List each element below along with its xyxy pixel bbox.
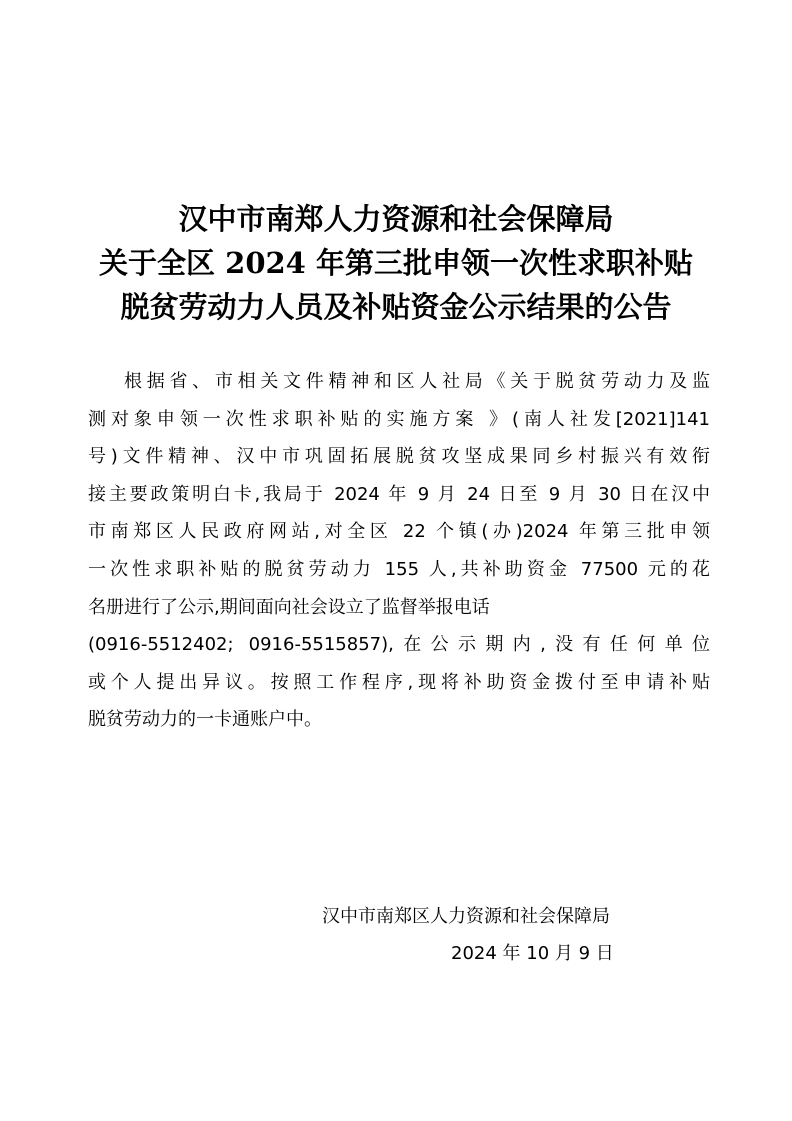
body-line: 一次性求职补贴的脱贫劳动力 155 人,共补助资金 77500 元的花 xyxy=(88,558,710,580)
body-line: 市南郑区人民政府网站,对全区 22 个镇(办)2024 年第三批申领 xyxy=(88,521,710,543)
body-line: 测对象申领一次性求职补贴的实施方案 》(南人社发[2021]141 xyxy=(88,408,710,430)
signature-date: 2024 年 10 月 9 日 xyxy=(451,943,614,964)
announcement-body xyxy=(88,363,710,739)
announcement-title xyxy=(60,197,732,329)
body-line: 接主要政策明白卡,我局于 2024 年 9 月 24 日至 9 月 30 日在汉中 xyxy=(88,483,710,505)
body-line: 根据省、市相关文件精神和区人社局《关于脱贫劳动力及监 xyxy=(124,371,710,392)
body-line: 或个人提出异议。按照工作程序,现将补助资金拨付至申请补贴 xyxy=(88,671,710,693)
title-line: 关于全区 2024 年第三批申领一次性求职补贴 xyxy=(99,246,693,280)
body-line: 名册进行了公示,期间面向社会设立了监督举报电话 xyxy=(88,596,490,618)
body-line: (0916-5512402; 0916-5515857),在公示期内,没有任何单位 xyxy=(88,634,710,656)
title-line: 汉中市南郑人力资源和社会保障局 xyxy=(178,202,614,236)
body-line: 号)文件精神、汉中市巩固拓展脱贫攻坚成果同乡村振兴有效衔 xyxy=(88,446,710,468)
body-line: 脱贫劳动力的一卡通账户中。 xyxy=(88,709,322,731)
title-line: 脱贫劳动力人员及补贴资金公示结果的公告 xyxy=(120,290,672,324)
signature-organization: 汉中市南郑区人力资源和社会保障局 xyxy=(322,906,610,927)
